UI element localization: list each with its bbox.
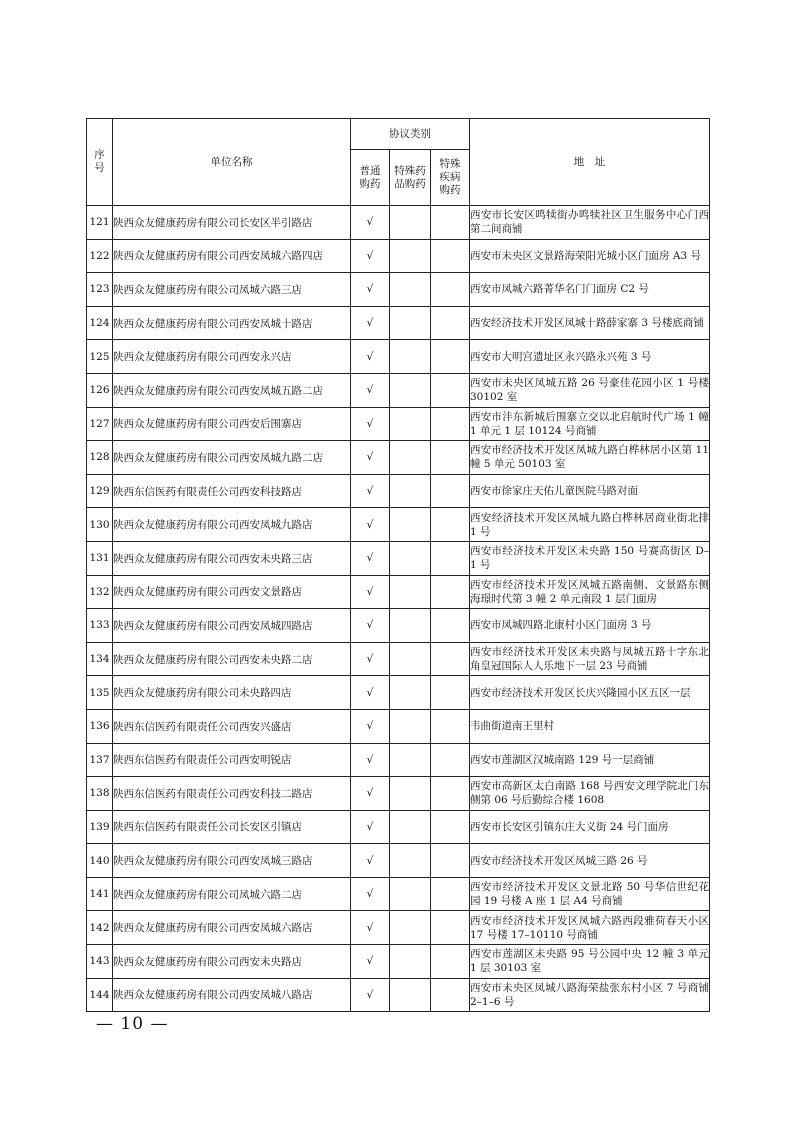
row-address: 西安市未央区凤城五路 26 号豪佳花园小区 1 号楼 30102 室: [470, 373, 710, 407]
row-cat-special-disease: [431, 239, 470, 273]
row-cat-special-disease: [431, 206, 470, 240]
row-cat-special-drug: [390, 273, 431, 307]
row-unit-name: 陕西众友健康药房有限公司西安凤城四路店: [113, 609, 351, 643]
row-cat-special-disease: [431, 609, 470, 643]
row-seq: 136: [87, 709, 113, 743]
row-cat-special-disease: [431, 541, 470, 575]
row-address: 西安市长安区鸣犊街办鸣犊社区卫生服务中心门西第二间商铺: [470, 206, 710, 240]
row-unit-name: 陕西众友健康药房有限公司西安凤城三路店: [113, 844, 351, 878]
row-cat-special-drug: [390, 609, 431, 643]
row-unit-name: 陕西东信医药有限责任公司西安明锐店: [113, 743, 351, 777]
row-cat-special-disease: [431, 877, 470, 911]
row-cat-general: √: [351, 273, 390, 307]
row-address: 西安市凤城六路菁华名门门面房 C2 号: [470, 273, 710, 307]
row-unit-name: 陕西东信医药有限责任公司西安科技二路店: [113, 777, 351, 811]
header-cat-special-drug: 特殊药品购药: [390, 150, 431, 206]
row-unit-name: 陕西众友健康药房有限公司西安后围寨店: [113, 407, 351, 441]
row-cat-general: √: [351, 911, 390, 945]
row-unit-name: 陕西众友健康药房有限公司西安凤城八路店: [113, 978, 351, 1012]
row-seq: 128: [87, 441, 113, 475]
row-unit-name: 陕西众友健康药房有限公司西安未央路店: [113, 945, 351, 979]
table-row: [87, 810, 710, 844]
row-cat-special-disease: [431, 441, 470, 475]
row-unit-name: 陕西东信医药有限责任公司长安区引镇店: [113, 810, 351, 844]
row-address: 西安市大明宫遗址区永兴路永兴苑 3 号: [470, 340, 710, 374]
row-cat-special-disease: [431, 407, 470, 441]
row-cat-special-drug: [390, 541, 431, 575]
row-unit-name: 陕西众友健康药房有限公司西安凤城五路二店: [113, 373, 351, 407]
row-address: 西安经济技术开发区凤城十路薛家寨 3 号楼底商铺: [470, 306, 710, 340]
table-body: [87, 206, 710, 1012]
row-cat-special-drug: [390, 508, 431, 542]
row-cat-special-drug: [390, 877, 431, 911]
header-seq: 序号: [87, 119, 113, 206]
row-cat-special-drug: [390, 676, 431, 710]
row-address: 西安市高新区太白南路 168 号西安文理学院北门东侧第 06 号后勤综合楼 1608: [470, 777, 710, 811]
row-seq: 140: [87, 844, 113, 878]
table-row: [87, 945, 710, 979]
table-row: [87, 911, 710, 945]
table-row: [87, 743, 710, 777]
row-cat-special-disease: [431, 340, 470, 374]
table-row: [87, 340, 710, 374]
row-cat-special-drug: [390, 810, 431, 844]
row-cat-special-drug: [390, 206, 431, 240]
row-seq: 126: [87, 373, 113, 407]
row-cat-general: √: [351, 474, 390, 508]
table-row: [87, 676, 710, 710]
row-cat-special-disease: [431, 777, 470, 811]
row-cat-special-drug: [390, 777, 431, 811]
row-unit-name: 陕西众友健康药房有限公司凤城六路三店: [113, 273, 351, 307]
table-row: [87, 709, 710, 743]
row-cat-special-drug: [390, 642, 431, 676]
row-cat-general: √: [351, 676, 390, 710]
table-row: [87, 373, 710, 407]
row-unit-name: 陕西众友健康药房有限公司西安凤城六路四店: [113, 239, 351, 273]
table-row: [87, 407, 710, 441]
row-unit-name: 陕西众友健康药房有限公司西安文景路店: [113, 575, 351, 609]
row-cat-general: √: [351, 844, 390, 878]
row-seq: 134: [87, 642, 113, 676]
row-cat-general: √: [351, 206, 390, 240]
row-address: 韦曲街道南王里村: [470, 709, 710, 743]
row-cat-general: √: [351, 239, 390, 273]
row-seq: 142: [87, 911, 113, 945]
row-cat-general: √: [351, 877, 390, 911]
row-cat-special-drug: [390, 844, 431, 878]
header-cat-special-disease: 特殊疾病购药: [431, 150, 470, 206]
row-address: 西安市凤城四路北康村小区门面房 3 号: [470, 609, 710, 643]
table-row: [87, 642, 710, 676]
row-address: 西安市莲湖区汉城南路 129 号一层商铺: [470, 743, 710, 777]
table-row: [87, 978, 710, 1012]
row-address: 西安市经济技术开发区凤城五路南侧、文景路东侧海璟时代第 3 幢 2 单元南段 1 层门面房: [470, 575, 710, 609]
row-cat-special-disease: [431, 945, 470, 979]
row-cat-general: √: [351, 306, 390, 340]
row-cat-special-disease: [431, 474, 470, 508]
row-cat-general: √: [351, 441, 390, 475]
row-cat-special-disease: [431, 810, 470, 844]
row-unit-name: 陕西众友健康药房有限公司未央路四店: [113, 676, 351, 710]
row-cat-general: √: [351, 777, 390, 811]
table-row: [87, 206, 710, 240]
row-cat-special-disease: [431, 508, 470, 542]
row-cat-special-drug: [390, 340, 431, 374]
row-seq: 144: [87, 978, 113, 1012]
row-cat-special-drug: [390, 945, 431, 979]
row-cat-special-disease: [431, 743, 470, 777]
header-address: 地 址: [470, 119, 710, 206]
row-unit-name: 陕西众友健康药房有限公司西安凤城十路店: [113, 306, 351, 340]
table-row: [87, 474, 710, 508]
row-cat-special-disease: [431, 844, 470, 878]
row-seq: 125: [87, 340, 113, 374]
row-address: 西安市长安区引镇东庄大义街 24 号门面房: [470, 810, 710, 844]
row-address: 西安市徐家庄天佑儿童医院马路对面: [470, 474, 710, 508]
row-unit-name: 陕西众友健康药房有限公司西安永兴店: [113, 340, 351, 374]
row-unit-name: 陕西东信医药有限责任公司西安科技路店: [113, 474, 351, 508]
row-cat-general: √: [351, 508, 390, 542]
row-unit-name: 陕西东信医药有限责任公司西安兴盛店: [113, 709, 351, 743]
table-row: [87, 609, 710, 643]
row-cat-special-drug: [390, 373, 431, 407]
row-unit-name: 陕西众友健康药房有限公司西安凤城九路二店: [113, 441, 351, 475]
table-row: [87, 575, 710, 609]
row-address: 西安市经济技术开发区凤城九路白桦林居小区第 11 幢 5 单元 50103 室: [470, 441, 710, 475]
row-seq: 130: [87, 508, 113, 542]
row-address: 西安经济技术开发区凤城九路白桦林居商业街北排 1 号: [470, 508, 710, 542]
row-cat-special-disease: [431, 911, 470, 945]
row-seq: 137: [87, 743, 113, 777]
page-number: — 10 —: [96, 1014, 169, 1034]
header-category: 协议类别: [351, 119, 470, 150]
row-unit-name: 陕西众友健康药房有限公司凤城六路二店: [113, 877, 351, 911]
row-seq: 138: [87, 777, 113, 811]
row-address: 西安市经济技术开发区凤城六路西段雅荷春天小区 17 号楼 17–10110 号商铺: [470, 911, 710, 945]
row-cat-general: √: [351, 609, 390, 643]
row-unit-name: 陕西众友健康药房有限公司西安凤城九路店: [113, 508, 351, 542]
row-unit-name: 陕西众友健康药房有限公司西安未央路三店: [113, 541, 351, 575]
row-address: 西安市未央区文景路海荣阳光城小区门面房 A3 号: [470, 239, 710, 273]
row-cat-special-drug: [390, 978, 431, 1012]
row-address: 西安市经济技术开发区未央路 150 号赛高街区 D–1 号: [470, 541, 710, 575]
row-seq: 139: [87, 810, 113, 844]
row-cat-special-drug: [390, 239, 431, 273]
table-row: [87, 508, 710, 542]
row-cat-general: √: [351, 642, 390, 676]
row-unit-name: 陕西众友健康药房有限公司西安凤城六路店: [113, 911, 351, 945]
row-cat-general: √: [351, 978, 390, 1012]
row-cat-special-disease: [431, 373, 470, 407]
table-row: [87, 844, 710, 878]
pharmacy-table: [86, 118, 710, 1012]
row-cat-special-disease: [431, 575, 470, 609]
row-seq: 143: [87, 945, 113, 979]
row-address: 西安市经济技术开发区凤城三路 26 号: [470, 844, 710, 878]
header-unit-name: 单位名称: [113, 119, 351, 206]
row-cat-special-drug: [390, 911, 431, 945]
row-seq: 133: [87, 609, 113, 643]
row-cat-special-drug: [390, 441, 431, 475]
row-cat-special-disease: [431, 978, 470, 1012]
row-cat-general: √: [351, 373, 390, 407]
table-row: [87, 273, 710, 307]
row-seq: 141: [87, 877, 113, 911]
row-cat-special-drug: [390, 407, 431, 441]
row-cat-special-drug: [390, 474, 431, 508]
row-cat-special-disease: [431, 306, 470, 340]
header-cat-general: 普通购药: [351, 150, 390, 206]
row-cat-special-disease: [431, 709, 470, 743]
row-unit-name: 陕西众友健康药房有限公司西安未央路二店: [113, 642, 351, 676]
row-seq: 122: [87, 239, 113, 273]
table-row: [87, 541, 710, 575]
table-row: [87, 877, 710, 911]
table-row: [87, 306, 710, 340]
table-row: [87, 777, 710, 811]
table-header: [87, 119, 710, 206]
row-seq: 127: [87, 407, 113, 441]
row-cat-special-drug: [390, 709, 431, 743]
row-address: 西安市沣东新城后围寨立交以北启航时代广场 1 幢 1 单元 1 层 10124 号商铺: [470, 407, 710, 441]
row-address: 西安市莲湖区未央路 95 号公园中央 12 幢 3 单元 1 层 30103 室: [470, 945, 710, 979]
row-cat-general: √: [351, 407, 390, 441]
row-cat-general: √: [351, 340, 390, 374]
row-cat-general: √: [351, 810, 390, 844]
row-cat-special-drug: [390, 575, 431, 609]
row-address: 西安市经济技术开发区文景北路 50 号华信世纪花园 19 号楼 A 座 1 层 A4 号商铺: [470, 877, 710, 911]
row-unit-name: 陕西众友健康药房有限公司长安区半引路店: [113, 206, 351, 240]
row-cat-general: √: [351, 945, 390, 979]
row-seq: 121: [87, 206, 113, 240]
row-cat-special-disease: [431, 642, 470, 676]
row-seq: 129: [87, 474, 113, 508]
row-address: 西安市未央区凤城八路海荣盐张东村小区 7 号商铺 2–1–6 号: [470, 978, 710, 1012]
row-cat-special-disease: [431, 676, 470, 710]
row-cat-general: √: [351, 743, 390, 777]
row-cat-general: √: [351, 541, 390, 575]
table-row: [87, 239, 710, 273]
row-seq: 131: [87, 541, 113, 575]
row-seq: 124: [87, 306, 113, 340]
row-cat-special-disease: [431, 273, 470, 307]
row-address: 西安市经济技术开发区长庆兴隆园小区五区一层: [470, 676, 710, 710]
row-cat-general: √: [351, 575, 390, 609]
row-seq: 135: [87, 676, 113, 710]
row-cat-general: √: [351, 709, 390, 743]
row-cat-special-drug: [390, 743, 431, 777]
row-seq: 132: [87, 575, 113, 609]
row-address: 西安市经济技术开发区未央路与凤城五路十字东北角皇冠国际人人乐地下一层 23 号商铺: [470, 642, 710, 676]
table-row: [87, 441, 710, 475]
row-seq: 123: [87, 273, 113, 307]
row-cat-special-drug: [390, 306, 431, 340]
